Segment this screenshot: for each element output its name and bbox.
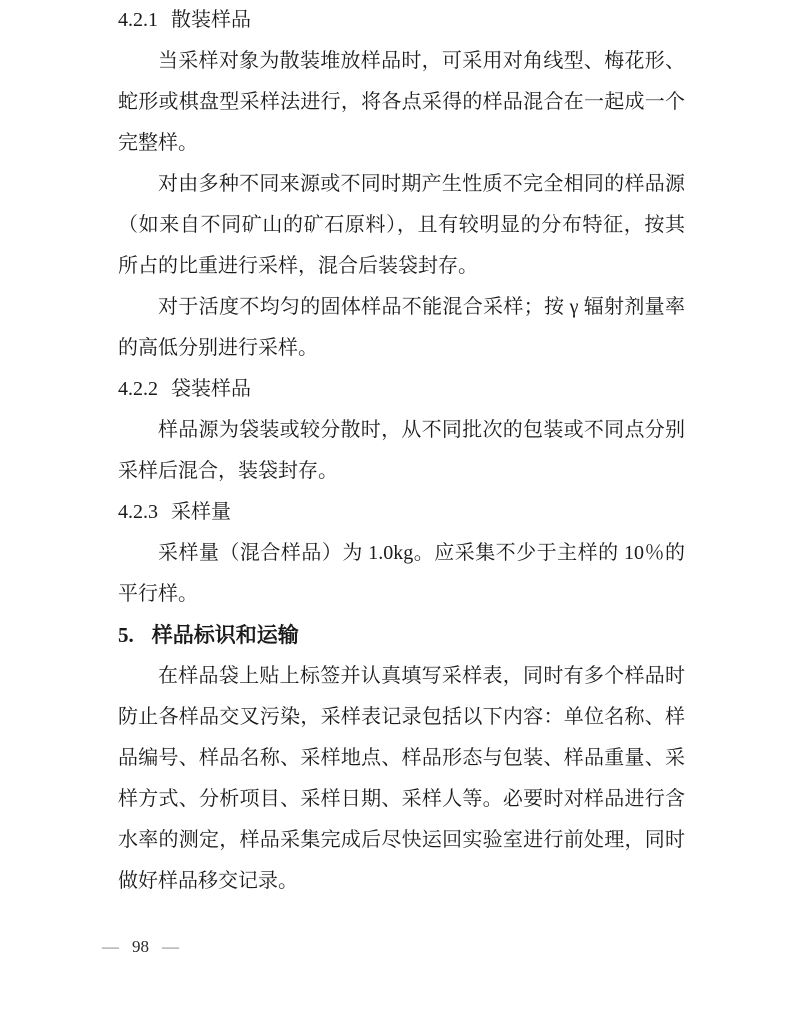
paragraph-sampling-amount: 采样量（混合样品）为 1.0kg。应采集不少于主样的 10％的平行样。 xyxy=(118,542,685,605)
footer-dash-left: — xyxy=(102,937,119,956)
paragraph-multi-source-samples: 对由多种不同来源或不同时期产生性质不完全相同的样品源（如来自不同矿山的矿石原料），且有较明显的分布特征，按其所占的比重进行采样，混合后装袋封存。 xyxy=(118,173,685,277)
heading-title: 样品标识和运输 xyxy=(151,623,299,647)
section-heading-4-2-3 xyxy=(118,492,685,533)
heading-number: 4.2.1 xyxy=(118,9,158,31)
section-heading-4-2-2 xyxy=(118,369,685,410)
paragraph-non-uniform-activity: 对于活度不均匀的固体样品不能混合采样；按 γ 辐射剂量率的高低分别进行采样。 xyxy=(118,296,685,359)
section-heading-4-2-1 xyxy=(118,0,685,41)
paragraph-bulk-sampling-method: 当采样对象为散装堆放样品时，可采用对角线型、梅花形、蛇形或棋盘型采样法进行，将各点采得的样品混合在一起成一个完整样。 xyxy=(118,50,685,154)
paragraph-labeling-and-transport: 在样品袋上贴上标签并认真填写采样表，同时有多个样品时防止各样品交叉污染，采样表记录包括以下内容：单位名称、样品编号、样品名称、采样地点、样品形态与包装、样品重量、采样方式、分析项目、采样日期、采样人等。必要时对样品进行含水率的测定，样品采集完成后尽快运回实验室进行前处理，同时做好样品移交记录。 xyxy=(118,665,685,892)
section-heading-5 xyxy=(118,615,685,656)
heading-title: 散装样品 xyxy=(171,9,251,31)
footer-dash-right: — xyxy=(162,937,179,956)
heading-number: 4.2.3 xyxy=(118,501,158,523)
document-content xyxy=(118,0,685,902)
page-number: 98 xyxy=(132,937,149,956)
heading-number: 4.2.2 xyxy=(118,378,158,400)
heading-number: 5. xyxy=(118,623,134,647)
heading-title: 袋装样品 xyxy=(171,378,251,400)
paragraph-bagged-samples: 样品源为袋装或较分散时，从不同批次的包装或不同点分别采样后混合，装袋封存。 xyxy=(118,419,685,482)
heading-title: 采样量 xyxy=(171,501,231,523)
page-footer xyxy=(102,934,179,960)
